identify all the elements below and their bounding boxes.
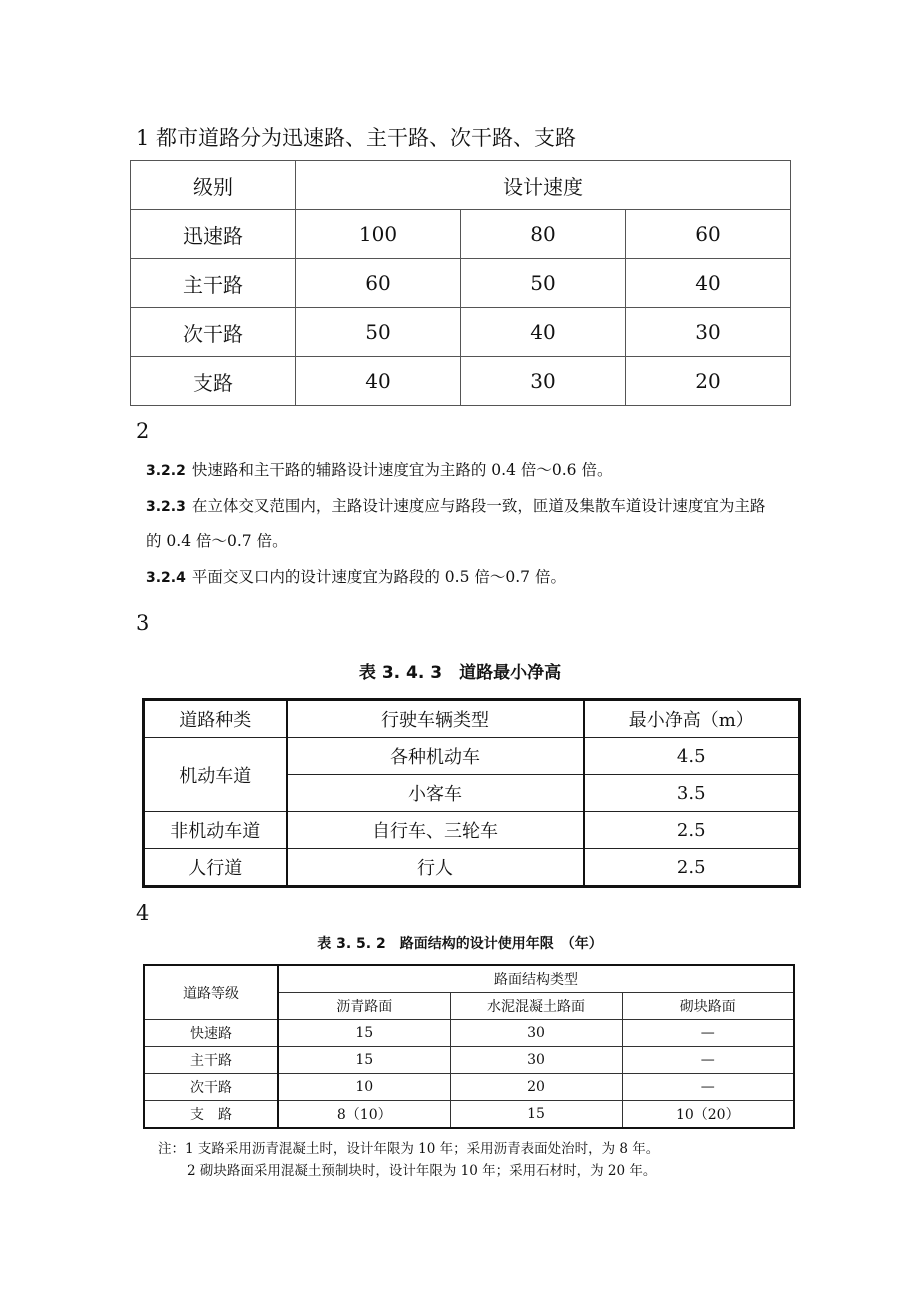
table-cell: 100 <box>296 210 461 259</box>
table-cell: 迅速路 <box>131 210 296 259</box>
table-cell: 50 <box>296 308 461 357</box>
table-row <box>144 812 800 849</box>
vehicle-cell: 自行车、三轮车 <box>287 812 584 849</box>
table-cell: 30 <box>461 357 626 406</box>
clause-text: 快速路和主干路的辅路设计速度宜为主路的 0.4 倍～0.6 倍。 <box>191 461 613 479</box>
table-caption: 表 3. 4. 3 道路最小净高 <box>358 663 562 683</box>
clause-id: 3.2.3 <box>146 499 186 515</box>
table-cell: 15 <box>278 1020 450 1047</box>
clause-id: 3.2.2 <box>146 463 186 479</box>
table-header-row <box>144 965 794 993</box>
table-row <box>144 1047 794 1074</box>
section-3-number: 3 <box>136 611 150 635</box>
table-row <box>131 308 791 357</box>
table-cell: 主干路 <box>144 1047 278 1074</box>
section-1-title: 1 都市道路分为迅速路、主干路、次干路、支路 <box>136 126 577 150</box>
table-cell: 50 <box>461 259 626 308</box>
table-cell: — <box>622 1047 794 1074</box>
service-life-table <box>143 964 795 1129</box>
table-cell: 30 <box>450 1047 622 1074</box>
subheader-cell: 水泥混凝土路面 <box>450 993 622 1020</box>
table-cell: 40 <box>461 308 626 357</box>
clause <box>146 460 612 481</box>
table-cell: 20 <box>450 1074 622 1101</box>
header-cell: 设计速度 <box>296 161 791 210</box>
header-cell: 道路种类 <box>144 700 287 738</box>
table-cell: 60 <box>626 210 791 259</box>
clause-text: 在立体交叉范围内，主路设计速度应与路段一致，匝道及集散车道设计速度宜为主路 <box>191 497 766 515</box>
header-cell: 最小净高（m） <box>584 700 800 738</box>
clause-continuation: 的 0.4 倍～0.7 倍。 <box>146 532 288 550</box>
vehicle-cell: 小客车 <box>287 775 584 812</box>
table-row <box>144 1020 794 1047</box>
table-cell: 40 <box>296 357 461 406</box>
table-row <box>131 259 791 308</box>
table-row <box>144 849 800 887</box>
subheader-cell: 砌块路面 <box>622 993 794 1020</box>
table-cell: 快速路 <box>144 1020 278 1047</box>
clause <box>146 567 566 588</box>
table-cell: 20 <box>626 357 791 406</box>
section-2-number: 2 <box>136 419 150 443</box>
table-cell: 次干路 <box>144 1074 278 1101</box>
header-cell: 路面结构类型 <box>278 965 794 993</box>
road-type-cell: 机动车道 <box>144 738 287 812</box>
table-note: 注：1 支路采用沥青混凝土时，设计年限为 10 年；采用沥青表面处治时，为 8 年。 <box>158 1141 660 1157</box>
table-cell: 15 <box>278 1047 450 1074</box>
section-4-number: 4 <box>136 901 150 925</box>
table-cell: 30 <box>450 1020 622 1047</box>
height-cell: 2.5 <box>584 849 800 887</box>
table-row <box>144 1074 794 1101</box>
table-cell: 次干路 <box>131 308 296 357</box>
road-type-cell: 人行道 <box>144 849 287 887</box>
header-cell: 道路等级 <box>144 965 278 1020</box>
height-cell: 3.5 <box>584 775 800 812</box>
clause-id: 3.2.4 <box>146 570 186 586</box>
table-cell: 80 <box>461 210 626 259</box>
vehicle-cell: 行人 <box>287 849 584 887</box>
table-row <box>131 210 791 259</box>
table-cell: 60 <box>296 259 461 308</box>
table-cell: 40 <box>626 259 791 308</box>
table-cell: 30 <box>626 308 791 357</box>
table-cell: 10（20） <box>622 1101 794 1129</box>
table-note: 2 砌块路面采用混凝土预制块时，设计年限为 10 年；采用石材时，为 20 年。 <box>187 1163 657 1179</box>
subheader-cell: 沥青路面 <box>278 993 450 1020</box>
vehicle-cell: 各种机动车 <box>287 738 584 775</box>
height-cell: 2.5 <box>584 812 800 849</box>
header-cell: 行驶车辆类型 <box>287 700 584 738</box>
height-cell: 4.5 <box>584 738 800 775</box>
clause <box>146 496 765 517</box>
table-cell: 15 <box>450 1101 622 1129</box>
table-cell: — <box>622 1074 794 1101</box>
table-cell: 10 <box>278 1074 450 1101</box>
road-type-cell: 非机动车道 <box>144 812 287 849</box>
table-row <box>144 738 800 775</box>
table-row <box>131 357 791 406</box>
table-header-row <box>144 700 800 738</box>
clause-text: 平面交叉口内的设计速度宜为路段的 0.5 倍～0.7 倍。 <box>191 568 566 586</box>
table-cell: 支 路 <box>144 1101 278 1129</box>
table-caption: 表 3. 5. 2 路面结构的设计使用年限 （年） <box>317 936 603 952</box>
table-cell: 主干路 <box>131 259 296 308</box>
table-cell: 8（10） <box>278 1101 450 1129</box>
design-speed-table <box>130 160 791 406</box>
table-row <box>144 1101 794 1129</box>
table-cell: 支路 <box>131 357 296 406</box>
table-header-row <box>131 161 791 210</box>
header-cell: 级别 <box>131 161 296 210</box>
table-cell: — <box>622 1020 794 1047</box>
min-clearance-table <box>142 698 801 888</box>
